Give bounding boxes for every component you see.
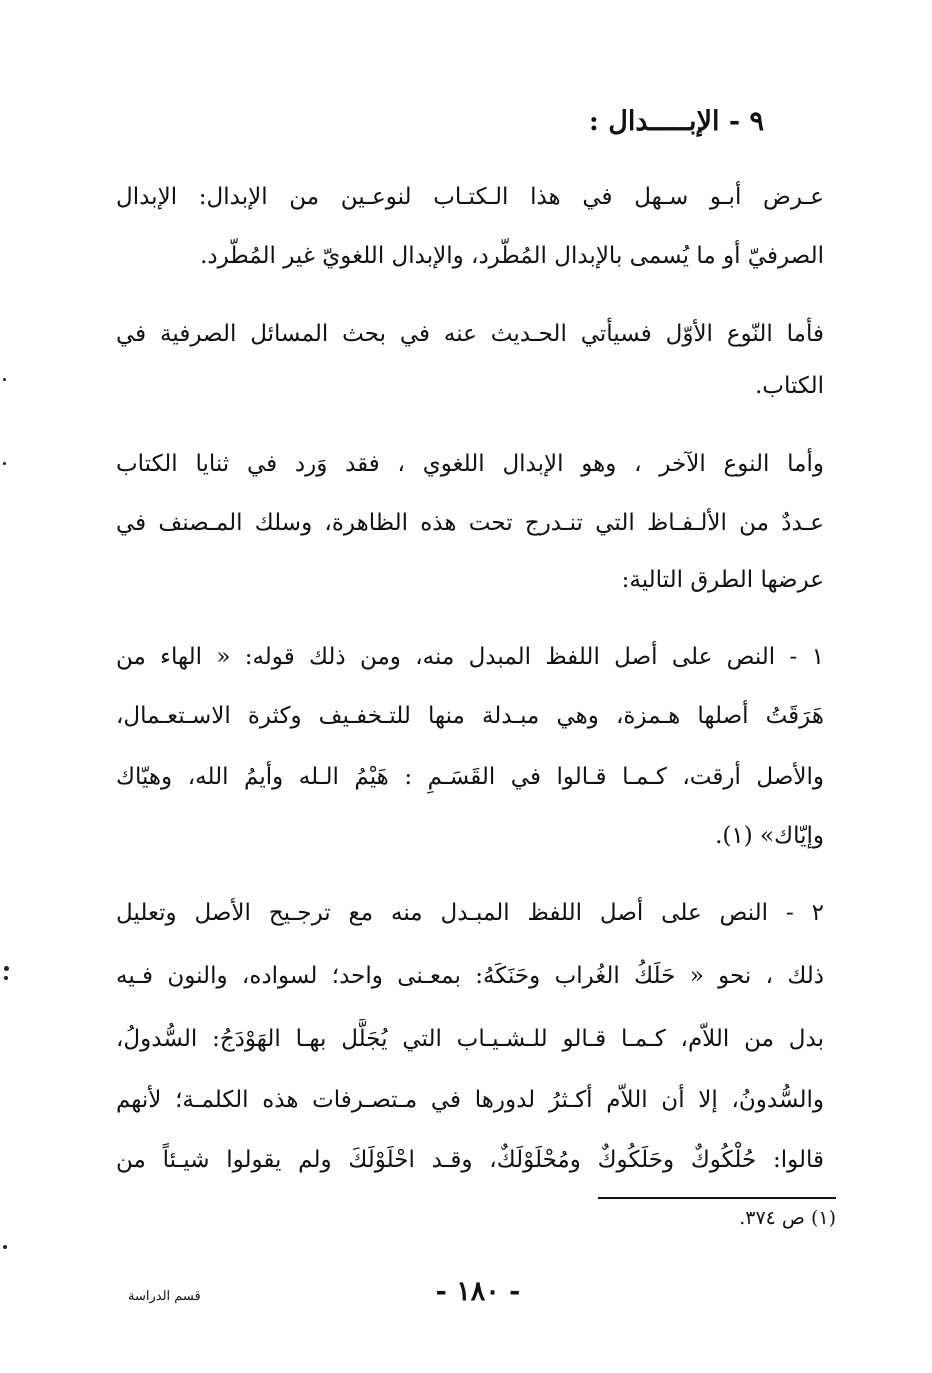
text-line: ١ - النص على أصل اللفظ المبدل منه، ومن ذلك قوله: « الهاء من [116, 644, 824, 670]
text-line: والسُّدونُ، إلا أن اللاّم أكـثرُ لدورها في مـتصـرفات هذه الكلمـة؛ لأنهم [116, 1087, 824, 1113]
text-line: وأما النوع الآخر ، وهو الإبدال اللغوي ، فقد وَرد في ثنايا الكتاب [116, 451, 824, 477]
page-number: - ١٨٠ - [435, 1276, 521, 1307]
text-line: عرضها الطرق التالية: [621, 567, 824, 593]
section-label: قسم الدراسة [128, 1289, 201, 1304]
scan-speck [3, 1245, 7, 1249]
text-line: هَرَقَتُ أصلها هـمزة، وهي مبـدلة منها للتـخفـيف وكثرة الاسـتعـمال، [116, 703, 824, 729]
section-heading: ٩ - الإبـــــدال : [588, 106, 764, 137]
text-line: فأما النّوع الأوّل فسيأتي الحـديث عنه في بحث المسائل الصرفية في [116, 321, 824, 347]
text-line: بدل من اللاّم، كـمـا قـالو للـشـيـاب التي يُجَلَّل بهـا الهَوْدَجُ: السُّدولُ، [116, 1026, 824, 1052]
scan-speck [3, 462, 6, 465]
footnote-divider [598, 1197, 836, 1199]
scan-speck [4, 976, 8, 980]
scan-speck [4, 966, 9, 971]
text-line: والأصل أرقت، كـمـا قـالوا في القَسَـمِ : هَيْمُ الـله وأيمُ الله، وهيّاك [116, 764, 824, 790]
text-line: قالوا: حُلْكُوكٌ وحَلَكُوكٌ ومُحْلَوْلَكٌ، وقـد احْلَوْلَكَ ولم يقولوا شيـئاً من [116, 1147, 824, 1173]
scan-speck [3, 378, 6, 381]
text-line: عـرض أبـو سـهل في هذا الـكتـاب لنوعـين من الإبدال: الإبدال [116, 184, 824, 210]
footnote: (١) ص ٣٧٤. [739, 1207, 836, 1229]
text-line: الكتاب. [754, 373, 824, 399]
text-line: ذلك ، نحو « حَلَكُ الغُراب وحَنَكَهُ: بمعـنى واحد؛ لسواده، والنون فـيه [116, 963, 824, 989]
text-line: ٢ - النص على أصل اللفظ المبـدل منه مع ترجـيح الأصل وتعليل [116, 900, 824, 926]
text-line: عـددٌ من الألـفـاظ التي تنـدرج تحت هذه الظاهرة، وسلك المـصنف في [116, 510, 824, 536]
text-line: الصرفيّ أو ما يُسمى بالإبدال المُطّرد، والإبدال اللغويّ غير المُطّرد. [200, 243, 824, 269]
text-line: وإيّاك» (١). [715, 823, 824, 849]
